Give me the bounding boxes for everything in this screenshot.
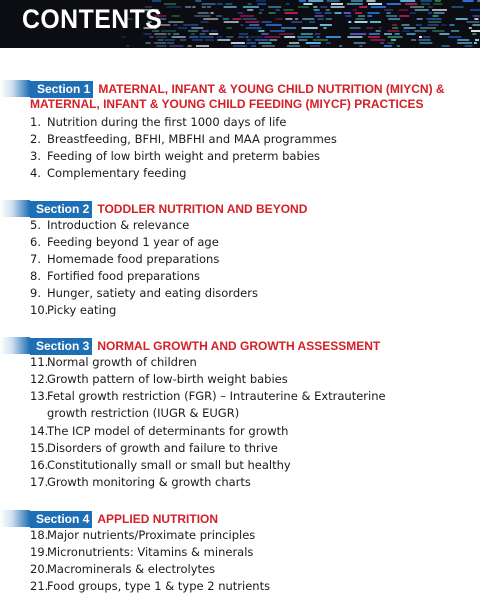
item-number: 9. [30,286,41,300]
list-item [30,527,255,544]
item-text: Growth monitoring & growth charts [47,475,251,489]
item-text: Micronutrients: Vitamins & minerals [47,545,254,559]
item-number: 6. [30,235,41,249]
item-number: 3. [30,149,41,163]
item-text: Feeding beyond 1 year of age [47,235,219,249]
item-number: 16. [30,458,49,472]
section-2-tag: Section 2 [30,201,92,218]
item-text: Major nutrients/Proximate principles [47,528,256,542]
list-item [30,423,288,440]
section-1-title-cont: MATERNAL, INFANT & YOUNG CHILD FEEDING (MIYCF) PRACTICES [30,97,424,111]
item-number: 15. [30,441,49,455]
section-4-bar [0,510,30,527]
item-number: 11. [30,355,49,369]
list-item [30,148,320,165]
item-number: 7. [30,252,41,266]
list-item [30,544,253,561]
item-text: Breastfeeding, BFHI, MBFHI and MAA programmes [47,132,337,146]
item-text: Disorders of growth and failure to thrive [47,441,278,455]
section-1-bar [0,80,30,97]
item-number: 5. [30,218,41,232]
item-text: Feeding of low birth weight and preterm babies [47,149,321,163]
list-item-continuation: growth restriction (IUGR & EUGR) [47,406,240,420]
item-text: Food groups, type 1 & type 2 nutrients [47,579,271,593]
section-1-title: MATERNAL, INFANT & YOUNG CHILD NUTRITION (MIYCN) & [98,82,445,96]
list-item [30,302,116,319]
item-text: Fortified food preparations [47,269,201,283]
list-item [30,165,186,182]
list-item [30,354,197,371]
list-item [30,388,386,405]
item-text: The ICP model of determinants for growth [47,424,289,438]
item-text: Nutrition during the first 1000 days of life [47,115,287,129]
item-number: 2. [30,132,41,146]
item-number: 4. [30,166,41,180]
section-1-tag: Section 1 [30,81,93,98]
item-number: 14. [30,424,49,438]
section-2-bar [0,200,30,217]
section-4-tag: Section 4 [30,511,92,528]
item-text: Normal growth of children [47,355,197,369]
list-item [30,474,251,491]
section-3-bar [0,337,30,354]
item-number: 17. [30,475,49,489]
list-item [30,251,219,268]
item-number: 20. [30,562,49,576]
item-number: 21. [30,579,49,593]
item-text: Introduction & relevance [47,218,190,232]
item-number: 1. [30,115,41,129]
section-4-title: APPLIED NUTRITION [97,512,219,526]
item-number: 19. [30,545,49,559]
item-number: 10. [30,303,49,317]
list-item [30,285,258,302]
item-number: 18. [30,528,49,542]
item-text: Complementary feeding [47,166,187,180]
list-item [30,217,189,234]
item-text: Growth pattern of low-birth weight babies [47,372,288,386]
section-3-tag: Section 3 [30,338,92,355]
item-text: Homemade food preparations [47,252,220,266]
list-item [30,457,291,474]
list-item [30,114,286,131]
list-item [30,578,270,595]
page-title: CONTENTS [22,4,163,34]
item-text: Picky eating [47,303,117,317]
item-text: Constitutionally small or small but healthy [47,458,291,472]
list-item [30,561,215,578]
section-4-heading [30,510,218,528]
item-number: 13. [30,389,49,403]
section-3-title: NORMAL GROWTH AND GROWTH ASSESSMENT [97,339,381,353]
section-2-heading [30,200,307,218]
contents-header [0,0,480,48]
list-item [30,131,337,148]
item-text: Macrominerals & electrolytes [47,562,216,576]
item-number: 8. [30,269,41,283]
list-item [30,268,200,285]
list-item [30,371,288,388]
section-1-heading [30,80,445,98]
item-text: Hunger, satiety and eating disorders [47,286,258,300]
item-number: 12. [30,372,49,386]
section-3-heading [30,337,380,355]
item-text: Fetal growth restriction (FGR) – Intrauterine & Extrauterine [47,389,386,403]
section-2-title: TODDLER NUTRITION AND BEYOND [97,202,308,216]
list-item [30,234,219,251]
list-item [30,440,278,457]
